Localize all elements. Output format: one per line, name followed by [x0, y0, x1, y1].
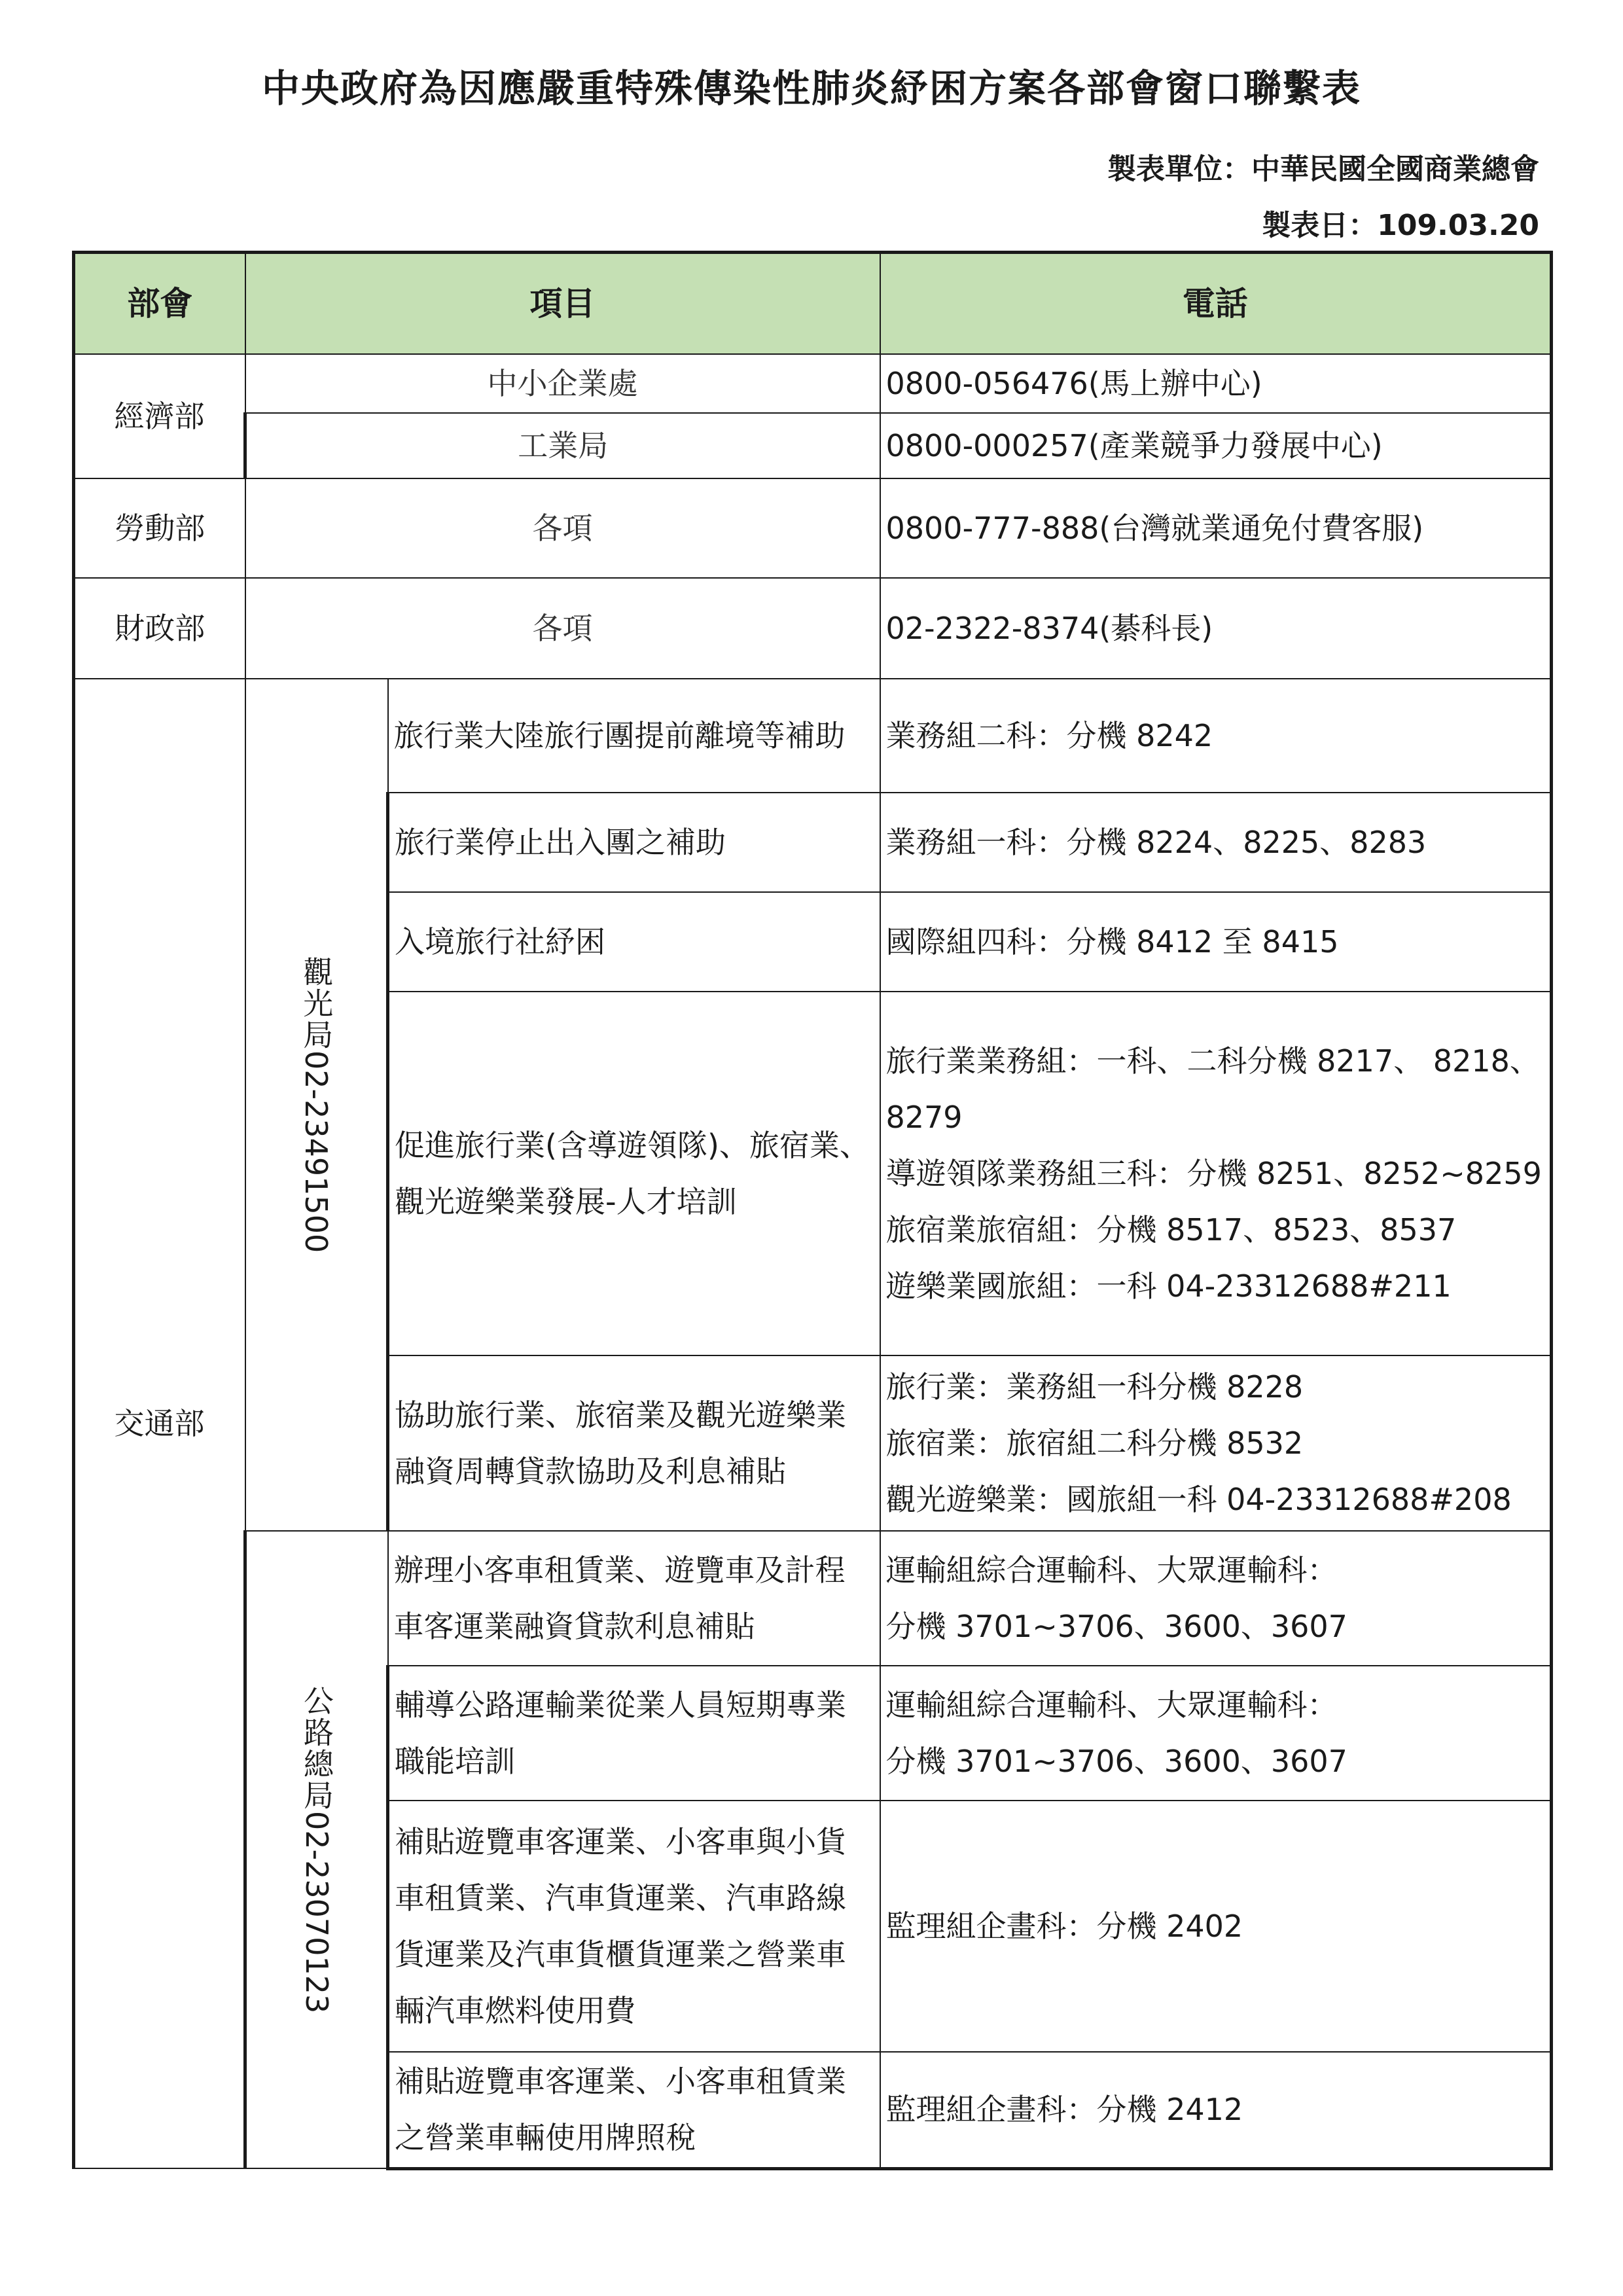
- item-cell: 輔導公路運輸業從業人員短期專業職能培訓: [388, 1666, 880, 1801]
- dept-cell: 財政部: [74, 578, 245, 679]
- phone-cell: 02-2322-8374(綦科長): [880, 578, 1552, 679]
- phone-cell: 監理組企畫科：分機 2402: [880, 1801, 1552, 2052]
- item-cell: 各項: [245, 578, 880, 679]
- dept-cell: 經濟部: [74, 354, 245, 478]
- agency-cell-tourism: [245, 679, 388, 1531]
- item-cell: 工業局: [245, 413, 880, 478]
- agency-label: 公路總局02-23070123: [298, 1685, 334, 2014]
- item-cell: 各項: [245, 478, 880, 578]
- phone-cell: 業務組一科：分機 8224、8225、8283: [880, 793, 1552, 892]
- agency-label: 觀光局02-23491500: [298, 956, 334, 1253]
- table-row: [74, 478, 1552, 578]
- phone-cell: 業務組二科：分機 8242: [880, 679, 1552, 793]
- phone-cell: 0800-777-888(台灣就業通免付費客服): [880, 478, 1552, 578]
- phone-cell: 旅行業：業務組一科分機 8228 旅宿業：旅宿組二科分機 8532 觀光遊樂業：國旅組一科 04-23312688#208: [880, 1355, 1552, 1531]
- table-row: [74, 679, 1552, 793]
- dept-cell: 交通部: [74, 679, 245, 2168]
- item-cell: 協助旅行業、旅宿業及觀光遊樂業融資周轉貸款協助及利息補貼: [388, 1355, 880, 1531]
- phone-cell: 運輸組綜合運輸科、大眾運輸科： 分機 3701~3706、3600、3607: [880, 1531, 1552, 1666]
- table-row: [74, 578, 1552, 679]
- item-cell: 旅行業大陸旅行團提前離境等補助: [388, 679, 880, 793]
- table-row: [74, 413, 1552, 478]
- phone-cell: 運輸組綜合運輸科、大眾運輸科： 分機 3701~3706、3600、3607: [880, 1666, 1552, 1801]
- phone-cell: 0800-000257(產業競爭力發展中心): [880, 413, 1552, 478]
- item-cell: 辦理小客車租賃業、遊覽車及計程車客運業融資貸款利息補貼: [388, 1531, 880, 1666]
- table-row: [74, 354, 1552, 413]
- item-cell: 補貼遊覽車客運業、小客車與小貨車租賃業、汽車貨運業、汽車路線貨運業及汽車貨櫃貨運業之營業車輛汽車燃料使用費: [388, 1801, 880, 2052]
- header-phone: 電話: [880, 253, 1552, 355]
- phone-cell: 監理組企畫科：分機 2412: [880, 2052, 1552, 2168]
- issuer-label: 製表單位：中華民國全國商業總會: [1107, 152, 1539, 186]
- dept-cell: 勞動部: [74, 478, 245, 578]
- item-cell: 促進旅行業(含導遊領隊)、旅宿業、觀光遊樂業發展-人才培訓: [388, 992, 880, 1355]
- phone-cell: 國際組四科：分機 8412 至 8415: [880, 892, 1552, 992]
- table-header-row: [74, 253, 1552, 355]
- agency-cell-highway: [245, 1531, 388, 2168]
- item-cell: 補貼遊覽車客運業、小客車租賃業之營業車輛使用牌照稅: [388, 2052, 880, 2168]
- date-label: 製表日：109.03.20: [1262, 209, 1539, 242]
- phone-cell: 旅行業業務組：一科、二科分機 8217、 8218、8279 導遊領隊業務組三科：分機 8251、8252~8259 旅宿業旅宿組：分機 8517、8523、8537 遊樂業國旅組：一科 04-23312688#211: [880, 992, 1552, 1355]
- header-item: 項目: [245, 253, 880, 355]
- contact-table: [72, 251, 1553, 2170]
- header-dept: 部會: [74, 253, 245, 355]
- page-title: 中央政府為因應嚴重特殊傳染性肺炎紓困方案各部會窗口聯繫表: [261, 66, 1361, 111]
- table-row: [74, 1531, 1552, 1666]
- item-cell: 旅行業停止出入團之補助: [388, 793, 880, 892]
- phone-cell: 0800-056476(馬上辦中心): [880, 354, 1552, 413]
- item-cell: 中小企業處: [245, 354, 880, 413]
- item-cell: 入境旅行社紓困: [388, 892, 880, 992]
